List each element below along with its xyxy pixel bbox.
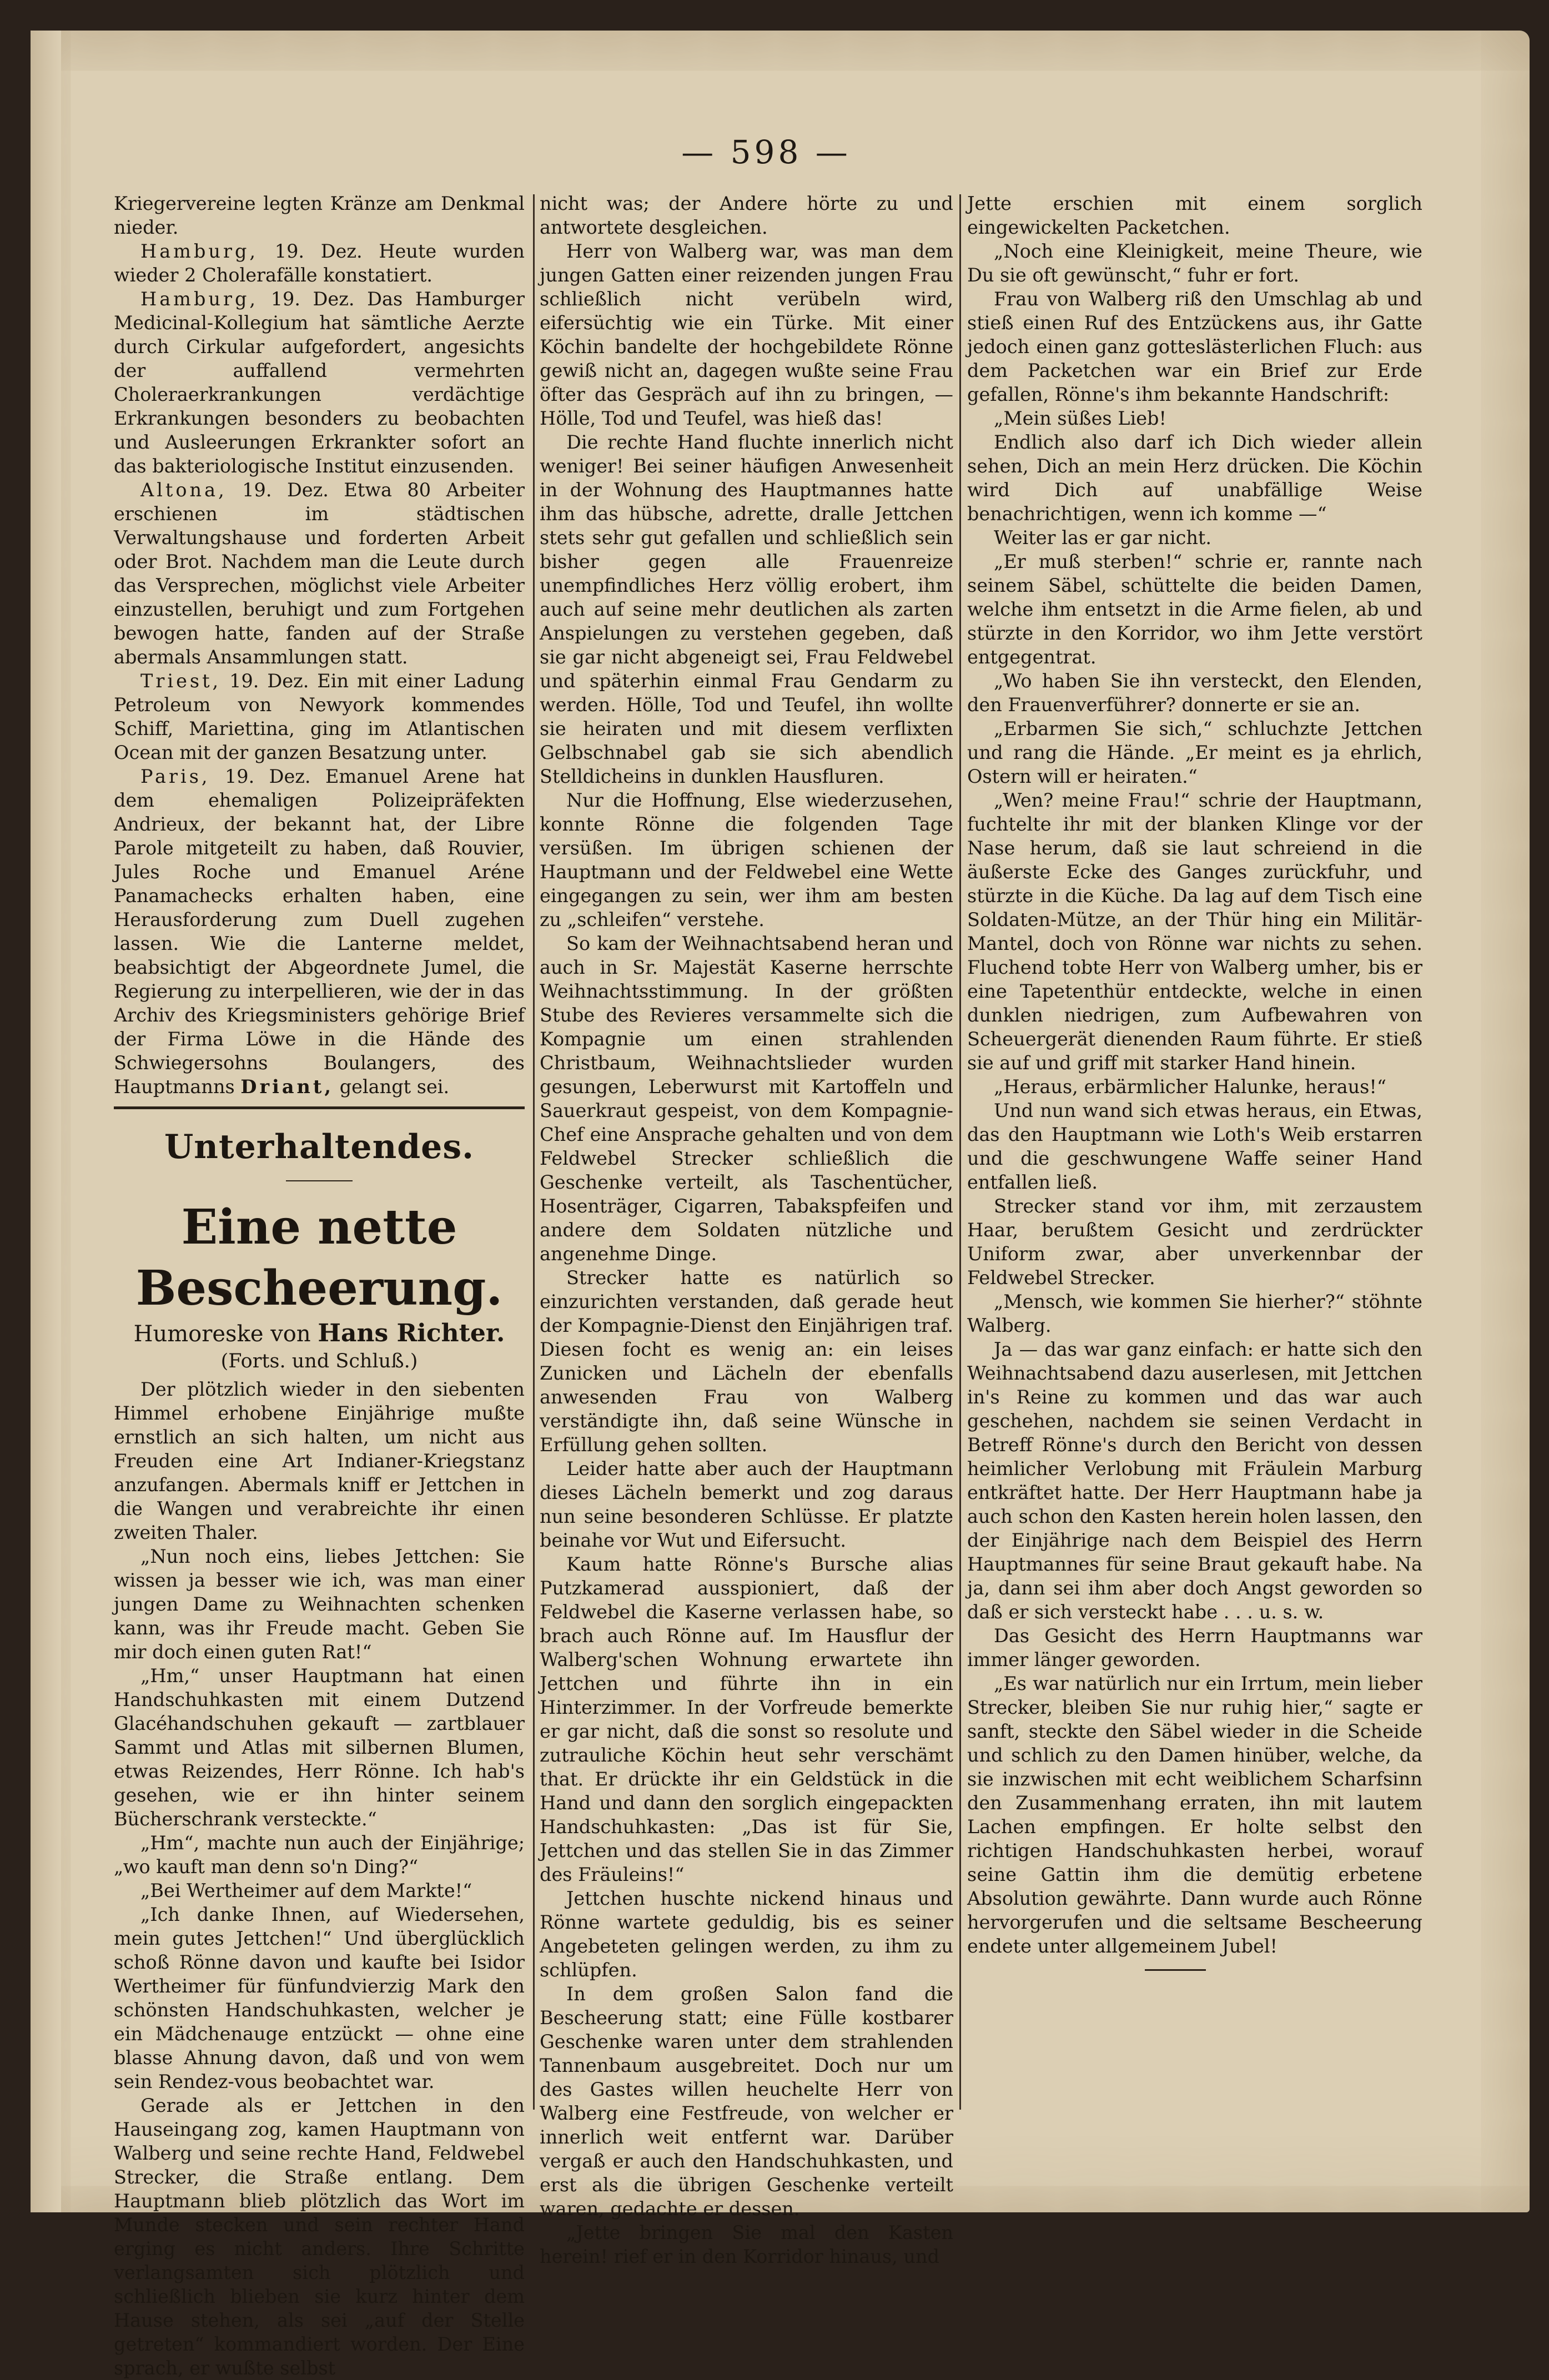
story-paragraph: Die rechte Hand fluchte innerlich nicht weniger! Bei seiner häufigen Anwesenheit in der Wohnung des Hauptmannes hatte ihm das hübsche, adrette, dralle Jettchen stets sehr gut gefallen und schließlich sein bisher gegen alle Frauenreize unempfindliches Herz völlig erobert, ihm auch auf seine mehr deutlichen als zarten Anspielungen zu verstehen gegeben, daß sie gar nicht abgeneigt sei, Frau Feldwebel und späterhin einmal Frau Gendarm zu werden. Hölle, Tod und Teufel, ihn wollte sie heiraten und mit diesem verflixten Gelbschnabel gab sie sich abendlich Stelldicheins in dunklen Hausfluren. — [540, 431, 953, 787]
story-paragraph: Das Gesicht des Herrn Hauptmanns war immer länger geworden. — [967, 1625, 1422, 1670]
story-paragraph: Nur die Hoffnung, Else wiederzusehen, konnte Rönne die folgenden Tage versüßen. Im übrigen schienen der Hauptmann und der Feldwebel eine Wette eingegangen zu sein, wer ihm am besten zu „schleifen“ verstehe. — [540, 789, 953, 930]
story-paragraph: Strecker hatte es natürlich so einzurichten verstanden, daß gerade heut der Kompagnie-Dienst den Einjährigen traf. Diesen focht es wenig an: ein leises Zunicken und Lächeln der ebenfalls anwesenden Frau von Walberg verständigte ihn, daß seine Wünsche in Erfüllung gehen sollten. — [540, 1267, 953, 1456]
story-paragraph: Kaum hatte Rönne's Bursche alias Putzkamerad ausspioniert, daß der Feldwebel die Kaserne verlassen habe, so brach auch Rönne auf. Im Hausflur der Walberg'schen Wohnung erwartete ihn Jettchen und führte ihn in ein Hinterzimmer. In der Vorfreude bemerkte er gar nicht, daß die sonst so resolute und zutrauliche Köchin heut sehr verschämt that. Er drückte ihr ein Geldstück in die Hand und dann den sorglich eingepackten Handschuhkasten: „Das ist für Sie, Jettchen und das stellen Sie in das Zimmer des Fräuleins!“ — [540, 1553, 953, 1885]
news-text: 19. Dez. Heute wurden wieder 2 Cholerafälle konstatiert. — [114, 240, 525, 286]
dateline-place: Paris, — [140, 766, 210, 787]
letter-salutation: „Mein süßes Lieb! — [994, 407, 1166, 429]
story-paragraph: „Mensch, wie kommen Sie hierher?“ stöhnte Walberg. — [967, 1291, 1422, 1336]
story-paragraph: Frau von Walberg riß den Umschlag ab und stieß einen Ruf des Entzückens aus, ihr Gatte jedoch einen ganz gotteslästerlichen Fluch: aus dem Packetchen war ein Brief zur Erde gefallen, Rönne's ihm bekannte Handschrift: — [967, 288, 1422, 405]
news-item-hamburg-1 — [114, 239, 525, 287]
story-paragraph: In dem großen Salon fand die Bescheerung statt; eine Fülle kostbarer Geschenke waren unter dem strahlenden Tannenbaum ausgebreitet. Doch nur um des Gastes willen heuchelte Herr von Walberg eine Festfreude, von welcher er innerlich weit entfernt war. Darüber vergaß er auch den Handschuhkasten, und erst als die übrigen Geschenke verteilt waren, gedachte er dessen. — [540, 1983, 953, 2220]
byline-prefix: Humoreske von — [133, 1321, 311, 1347]
story-paragraph: „Nun noch eins, liebes Jettchen: Sie wissen ja besser wie ich, was man einer jungen Dame zu Weihnachten schenken kann, was ihr Freude macht. Geben Sie mir doch einen guten Rat!“ — [114, 1546, 525, 1663]
column-1 — [114, 192, 525, 2380]
column-3 — [967, 192, 1422, 1971]
story-paragraph: Jette erschien mit einem sorglich eingewickelten Packetchen. — [967, 193, 1422, 238]
story-paragraph: „Heraus, erbärmlicher Halunke, heraus!“ — [994, 1076, 1386, 1098]
column-divider — [959, 194, 961, 2110]
article-title: Eine nette Bescheerung. — [135, 1199, 503, 1316]
story-paragraph: Gerade als er Jettchen in den Hauseingang zog, kamen Hauptmann von Walberg und seine rechte Hand, Feldwebel Strecker, die Straße entlang. Dem Hauptmann blieb plötzlich das Wort im Munde stecken und sein rechter Hand erging es nicht anders. Ihre Schritte verlangsamten sich plötzlich und schließlich blieben sie kurz hinter dem Hause stehen, als sei „auf der Stelle getreten“ kommandiert worden. Der Eine sprach, er wußte selbst — [114, 2095, 525, 2379]
story-paragraph: Strecker stand vor ihm, mit zerzaustem Haar, berußtem Gesicht und zerdrückter Uniform zwar, aber unverkennbar der Feldwebel Strecker. — [967, 1195, 1422, 1289]
dateline-place: Hamburg, — [140, 240, 259, 262]
story-paragraph: „Jette bringen Sie mal den Kasten herein! rief er in den Korridor hinaus, und — [540, 2222, 953, 2267]
letter-text: Endlich also darf ich Dich wieder allein sehen, Dich an mein Herz drücken. Die Köchin wird Dich auf unabfällige Weise benachrichtigen, wenn ich komme —“ — [967, 431, 1422, 525]
news-text: 19. Dez. Emanuel Arene hat dem ehemaligen Polizeipräfekten Andrieux, der bekannt hat, der Libre Parole mitgeteilt zu haben, daß Rouvier, Jules Roche und Emanuel Aréne Panamachecks erhalten haben, eine Herausforderung zum Duell zugehen lassen. Wie die Lanterne meldet, beabsichtigt der Abgeordnete Jumel, die Regierung zu interpellieren, wie der in das Archiv des Kriegsministers gehörige Brief der Firma Löwe in die Hände des Schwiegersohns Boulangers, des Hauptmanns — [114, 766, 525, 1098]
story-paragraph: nicht was; der Andere hörte zu und antwortete desgleichen. — [540, 193, 953, 238]
story-paragraph: Jettchen huschte nickend hinaus und Rönne wartete geduldig, bis es seiner Angebeteten gelingen werden, zu ihm zu schlüpfen. — [540, 1888, 953, 1981]
column-divider — [533, 194, 535, 2110]
story-paragraph: Leider hatte aber auch der Hauptmann dieses Lächeln bemerkt und zog daraus nun seine besonderen Schlüsse. Er platzte beinahe vor Wut und Eifersucht. — [540, 1458, 953, 1551]
column-2 — [540, 192, 953, 2268]
story-paragraph: „Er muß sterben!“ schrie er, rannte nach seinem Säbel, schüttelte die beiden Damen, welche ihm entsetzt in die Arme fielen, ab und stürzte in den Korridor, wo ihm Jette verstört entgegentrat. — [967, 551, 1422, 668]
page-gutter — [31, 31, 61, 2212]
story-paragraph: „Hm,“ unser Hauptmann hat einen Handschuhkasten mit einem Dutzend Glacéhandschuhen gekauft — zartblauer Sammt und Atlas mit silbernen Blumen, etwas Reizendes, Herr Rönne. Ich hab's gesehen, wie er ihn hinter seinem Bücherschrank versteckte.“ — [114, 1665, 525, 1830]
section-heading: Unterhaltendes. — [164, 1128, 475, 1166]
story-paragraph: Herr von Walberg war, was man dem jungen Gatten einer reizenden jungen Frau schließlich nicht verübeln wird, eifersüchtig wie ein Türke. Mit einer Köchin bandelte der hochgebildete Rönne gewiß nicht an, dagegen wußte seine Frau öfter das Gespräch auf ihn zu bringen, — Hölle, Tod und Teufel, was hieß das! — [540, 240, 953, 429]
highlighted-name: Driant, — [240, 1076, 334, 1098]
story-paragraph: „Ich danke Ihnen, auf Wiedersehen, mein gutes Jettchen!“ Und überglücklich schoß Rönne davon und kaufte bei Isidor Wertheimer für fünfundvierzig Mark den schönsten Handschuhkasten, welcher je ein Mädchenauge entzückt — ohne eine blasse Ahnung davon, daß und von wem sein Rendez-vous beobachtet war. — [114, 1904, 525, 2092]
news-text: 19. Dez. Ein mit einer Ladung Petroleum von Newyork kommendes Schiff, Mariettina, ging im Atlantischen Ocean mit der ganzen Besatzung unter. — [114, 670, 525, 763]
story-paragraph: Und nun wand sich etwas heraus, ein Etwas, das den Hauptmann wie Loth's Weib erstarren und die geschwungene Waffe seiner Hand entfallen ließ. — [967, 1100, 1422, 1193]
byline-author: Hans Richter. — [318, 1319, 505, 1347]
article-subtitle: (Forts. und Schluß.) — [220, 1350, 418, 1372]
news-paragraph: Kriegervereine legten Kränze am Denkmal nieder. — [114, 193, 525, 238]
story-paragraph: So kam der Weihnachtsabend heran und auch in Sr. Majestät Kaserne herrschte Weihnachtsstimmung. In der größten Stube des Revieres versammelte sich die Kompagnie um einen strahlenden Christbaum, Weihnachtslieder wurden gesungen, Leberwurst mit Kartoffeln und Sauerkraut gespeist, von dem Kompagnie-Chef eine Ansprache gehalten und von dem Feldwebel Strecker schließlich die Geschenke verteilt, als Taschentücher, Hosenträger, Cigarren, Tabakspfeifen und andere dem Soldaten nützliche und angenehme Dinge. — [540, 933, 953, 1265]
story-paragraph: Weiter las er gar nicht. — [994, 527, 1212, 549]
story-paragraph: „Wen? meine Frau!“ schrie der Hauptmann, fuchtelte ihr mit der blanken Klinge vor der Nase herum, daß sie laut schreiend in die äußerste Ecke des Ganges zurückfuhr, und stürzte in die Küche. Da lag auf dem Tisch eine Soldaten-Mütze, an der Thür hing ein Militär-Mantel, doch von Rönne war nichts zu sehen. Fluchend tobte Herr von Walberg umher, bis er eine Tapetenthür entdeckte, welche in einen dunklen niedrigen, zum Aufbewahren von Scheuergerät dienenden Raum führte. Er stieß sie auf und griff mit starker Hand hinein. — [967, 789, 1422, 1074]
story-paragraph: „Erbarmen Sie sich,“ schluchzte Jettchen und rang die Hände. „Er meint es ja ehrlich, Ostern will er heiraten.“ — [967, 718, 1422, 787]
story-paragraph: „Noch eine Kleinigkeit, meine Theure, wie Du sie oft gewünscht,“ fuhr er fort. — [967, 240, 1422, 286]
short-rule — [286, 1180, 353, 1181]
byline — [114, 1319, 525, 1349]
story-paragraph: Ja — das war ganz einfach: er hatte sich den Weihnachtsabend dazu auserlesen, mit Jettchen in's Reine zu kommen und das war auch geschehen, nachdem sie seinen Verdacht in Betreff Rönne's durch den Bericht von dessen heimlicher Verlobung mit Fräulein Marburg entkräftet hatte. Der Herr Hauptmann habe ja auch schon den Kasten herein holen lassen, den der Einjährige nach dem Beispiel des Herrn Hauptmannes für seine Braut gekauft habe. Na ja, dann sei ihm aber doch Angst geworden so daß er sich versteckt habe . . . u. s. w. — [967, 1339, 1422, 1623]
story-paragraph: „Hm“, machte nun auch der Einjährige; „wo kauft man denn so'n Ding?“ — [114, 1832, 525, 1878]
dateline-place: Triest, — [140, 670, 222, 692]
story-paragraph: „Bei Wertheimer auf dem Markte!“ — [140, 1880, 472, 1901]
story-paragraph: Der plötzlich wieder in den siebenten Himmel erhobene Einjährige mußte ernstlich an sich halten, um nicht aus Freuden eine Art Indianer-Kriegstanz anzufangen. Abermals kniff er Jettchen in die Wangen und verabreichte ihr einen zweiten Thaler. — [114, 1378, 525, 1543]
dateline-place: Altona, — [140, 479, 227, 501]
page-number: — 598 — — [681, 133, 851, 171]
dateline-place: Hamburg, — [140, 288, 259, 310]
section-rule — [114, 1106, 525, 1109]
news-text: 19. Dez. Das Hamburger Medicinal-Kollegium hat sämtliche Aerzte durch Cirkular aufgefordert, angesichts der auffallend vermehrten Choleraerkrankungen verdächtige Erkrankungen besonders zu beobachten und Ausleerungen Erkrankter sofort an das bakteriologische Institut einzusenden. — [114, 288, 525, 477]
story-paragraph: „Es war natürlich nur ein Irrtum, mein lieber Strecker, bleiben Sie nur ruhig hier,“ sagte er sanft, steckte den Säbel wieder in die Scheide und schlich zu den Damen hinüber, welche, da sie inzwischen mit echt weiblichem Scharfsinn den Zusammenhang erraten, ihn mit lautem Lachen empfingen. Er holte selbst den richtigen Handschuhkasten herbei, worauf seine Gattin ihm die demütig erbetene Absolution gewährte. Dann wurde auch Rönne hervorgerufen und die seltsame Bescheerung endete unter allgemeinem Jubel! — [967, 1673, 1422, 1957]
news-text: 19. Dez. Etwa 80 Arbeiter erschienen im städtischen Verwaltungshause und forderten Arbeit oder Brot. Nachdem man die Leute durch das Versprechen, möglichst viele Arbeiter einzustellen, beruhigt und zum Fortgehen bewogen hatte, fanden auf der Straße abermals Ansammlungen statt. — [114, 479, 525, 668]
news-item-paris — [114, 764, 525, 1099]
end-rule — [1145, 1969, 1206, 1971]
story-paragraph: „Wo haben Sie ihn versteckt, den Elenden, den Frauenverführer? donnerte er sie an. — [967, 670, 1422, 716]
news-text: gelangt sei. — [339, 1076, 450, 1098]
news-item-hamburg-2 — [114, 287, 525, 478]
news-item-altona — [114, 478, 525, 669]
news-item-triest — [114, 669, 525, 764]
